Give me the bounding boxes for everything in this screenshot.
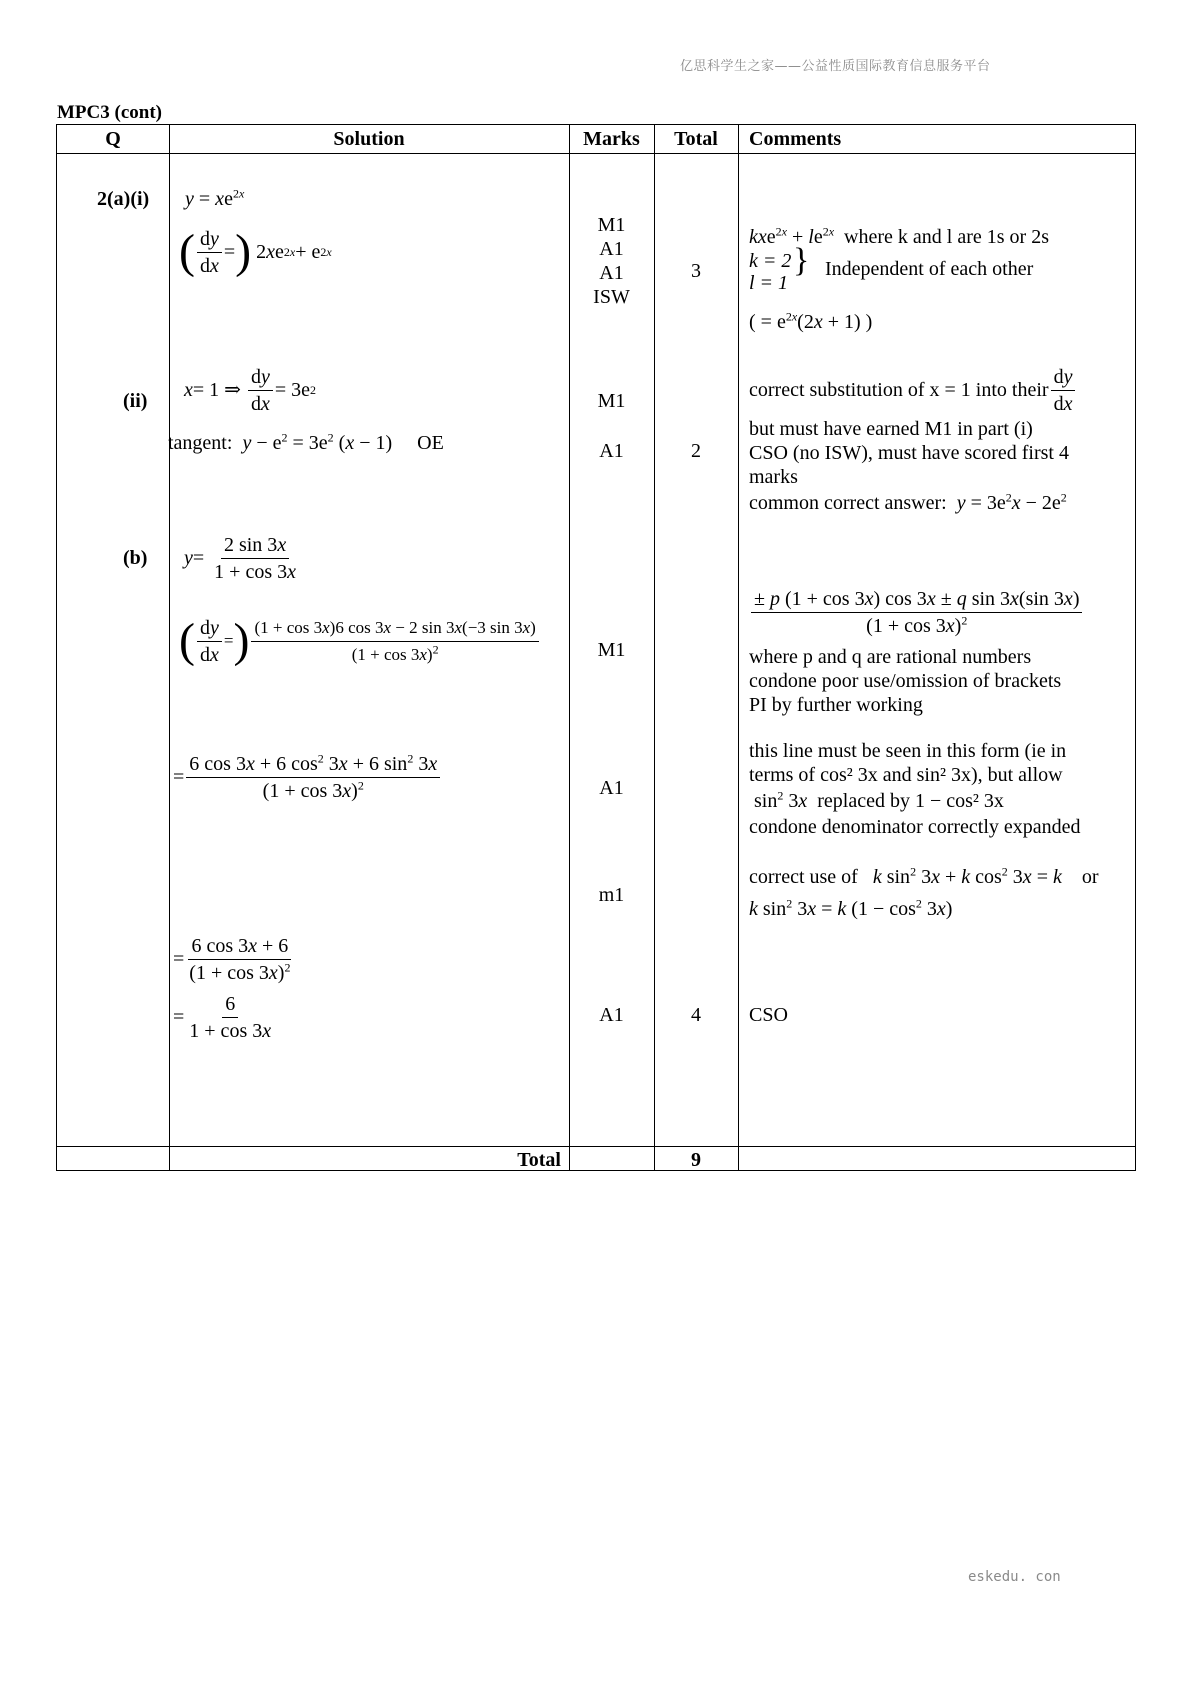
solution-b-line5: = $\frac{6}{1 + \cos 3x}$ [173, 992, 272, 1042]
total-a-ii: 2 [691, 440, 701, 462]
total-value: 9 [691, 1149, 701, 1171]
oe-label: OE [417, 432, 444, 454]
header-divider [57, 153, 1135, 154]
col-divider [738, 125, 739, 1170]
header-comments: Comments [749, 128, 842, 150]
comment-a-ii-1-text: correct substitution of x = 1 into their [749, 379, 1049, 401]
total-divider [57, 1146, 1135, 1147]
comment-a-ii-5-text: common correct answer: [749, 492, 947, 514]
solution-a-ii-line1: x = 1 ⇒ $\frac{dy}{dx}$ = 3e 2 [184, 365, 316, 415]
mark-a-i-3: A1 [599, 262, 624, 284]
comment-b-pi: PI by further working [749, 694, 923, 716]
comment-b-use2: k $\sin^2 3x = k$ $(1 - \cos^2 3x)$ [749, 896, 953, 920]
comment-a-i-k: k = 2 [749, 250, 792, 272]
q-label-a-i: 2(a)(i) [97, 188, 150, 210]
header-q: Q [105, 128, 121, 150]
solution-a-i-line2: ( $\frac{dy}{dx}$ = ) 2 x e 2x + e 2x [179, 225, 332, 278]
solution-a-i-line1: $y = xe^{2x}$ [185, 186, 245, 210]
solution-b-line4: = $\frac{6 \cos 3x + 6}{(1 + \cos 3x)^2}$ [173, 934, 291, 984]
solution-b-line1: y = $\frac{2 \sin 3x}{1 + \cos 3x}$ [184, 533, 297, 583]
mark-a-ii-1: M1 [597, 390, 626, 412]
comment-b-cso: CSO [749, 1004, 788, 1026]
comment-b-pq: where p and q are rational numbers [749, 646, 1032, 668]
comment-a-i-indep: Independent of each other [825, 258, 1034, 280]
comment-b-line3-text: replaced by 1 − cos² 3x [817, 790, 1004, 812]
comment-b-condone: condone poor use/omission of brackets [749, 670, 1062, 692]
comment-a-ii-5: common correct answer: $y = 3e^2x - 2e^2$ [749, 490, 1067, 514]
comment-b-or: or [1081, 866, 1099, 888]
comment-a-i-1-tail: where k and l are 1s or 2s [844, 226, 1049, 248]
comment-a-ii-4: marks [749, 466, 798, 488]
mark-scheme-table [56, 124, 1136, 1171]
mark-a-ii-2: A1 [599, 440, 624, 462]
total-b: 4 [691, 1004, 701, 1026]
comment-a-ii-1: correct substitution of x = 1 into their $\frac{dy}{dx}$ [749, 363, 1077, 417]
q-label-a-ii: (ii) [123, 390, 148, 412]
comment-a-ii-2: but must have earned M1 in part (i) [749, 418, 1033, 440]
mark-a-i-2: A1 [599, 238, 624, 260]
brace-a-i: } [793, 242, 810, 279]
header-total: Total [674, 128, 718, 150]
comment-a-i-1: $kxe^{2x} + le^{2x}$ where k and l are 1s or 2s [749, 224, 1049, 248]
solution-b-line3: = $\frac{6 \cos 3x + 6 \cos^2 3x + 6 \sin^2 3x}{(1 + \cos 3x)^2}$ [173, 750, 442, 804]
header-marks: Marks [583, 128, 640, 150]
comment-b-use: correct use of k $\sin^2 3x + k$ $\cos^2 3x = k$ or [749, 864, 1099, 888]
comment-b-line3: $\sin^2 3x$ replaced by 1 − cos² 3x [749, 788, 1004, 812]
mark-b-4: A1 [599, 1004, 624, 1026]
comment-b-line1: this line must be seen in this form (ie in [749, 740, 1067, 762]
tangent-prefix: tangent: [168, 432, 233, 454]
sheet-title: MPC3 (cont) [57, 102, 162, 123]
mark-a-i-4: ISW [593, 286, 630, 308]
comment-b-line2: terms of cos² 3x and sin² 3x), but allow [749, 764, 1063, 786]
comment-b-line4: condone denominator correctly expanded [749, 816, 1081, 838]
total-a-i: 3 [691, 260, 701, 282]
mark-a-i-1: M1 [597, 214, 626, 236]
watermark: 亿思科学生之家——公益性质国际教育信息服务平台 [680, 59, 991, 74]
comment-a-i-l: l = 1 [749, 272, 789, 294]
q-label-b: (b) [123, 547, 148, 569]
solution-a-ii-line2: tangent: $y - e^2 = 3e^2$ (x − 1) OE [168, 430, 444, 454]
col-divider [169, 125, 170, 1170]
mark-b-2: A1 [599, 777, 624, 799]
footer-domain: eskedu. con [968, 1569, 1061, 1585]
comment-b-quotient: $\frac{\text{± p (1 + cos 3x) cos 3x ± q sin 3x(sin 3x)}}{(1 + \cos 3x)^2}$ [749, 585, 1084, 639]
header-solution: Solution [333, 128, 405, 150]
comment-a-ii-3: CSO (no ISW), must have scored first 4 [749, 442, 1069, 464]
total-label: Total [517, 1149, 561, 1171]
mark-b-1: M1 [597, 639, 626, 661]
solution-b-line2: ( $\frac{dy}{dx}$ = ) $\frac{(1 + \cos 3x)6 \cos 3x - 2 \sin 3x(-3 \sin 3x)}{(1 + \cos 3x)^2}$ [179, 614, 541, 668]
comment-a-i-simplified: ( = $e^{2x}(2x + 1)$ ) [749, 309, 873, 333]
mark-b-3: m1 [598, 884, 625, 906]
comment-b-use-text: correct use of [749, 866, 858, 888]
